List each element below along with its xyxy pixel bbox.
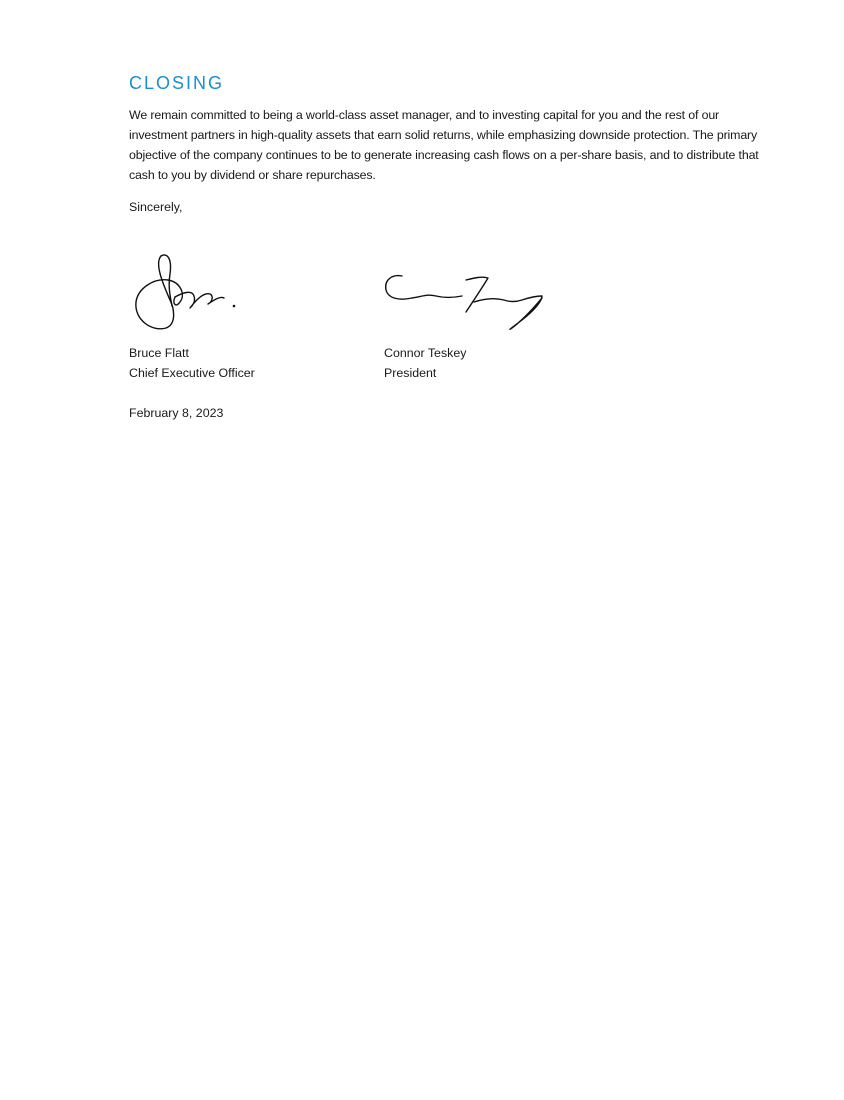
signature-connor-teskey <box>382 268 562 334</box>
signer-block-ceo <box>129 343 369 383</box>
section-heading: CLOSING <box>129 73 225 93</box>
signature-bruce-flatt <box>128 250 248 335</box>
signer-name: Connor Teskey <box>384 346 467 360</box>
signer-title: President <box>384 366 437 380</box>
signer-name: Bruce Flatt <box>129 346 189 360</box>
signer-block-president <box>384 343 624 383</box>
salutation: Sincerely, <box>129 200 183 214</box>
letter-date: February 8, 2023 <box>129 406 224 420</box>
closing-paragraph: We remain committed to being a world-class asset manager, and to investing capital for you and the rest of our investment partners in high-quality assets that earn solid returns, while emphasizing downside protection. The primary objective of the company continues to be to generate increasing cash flows on a per-share basis, and to distribute that cash to you by dividend or share repurchases. <box>129 108 759 182</box>
signer-title: Chief Executive Officer <box>129 366 255 380</box>
